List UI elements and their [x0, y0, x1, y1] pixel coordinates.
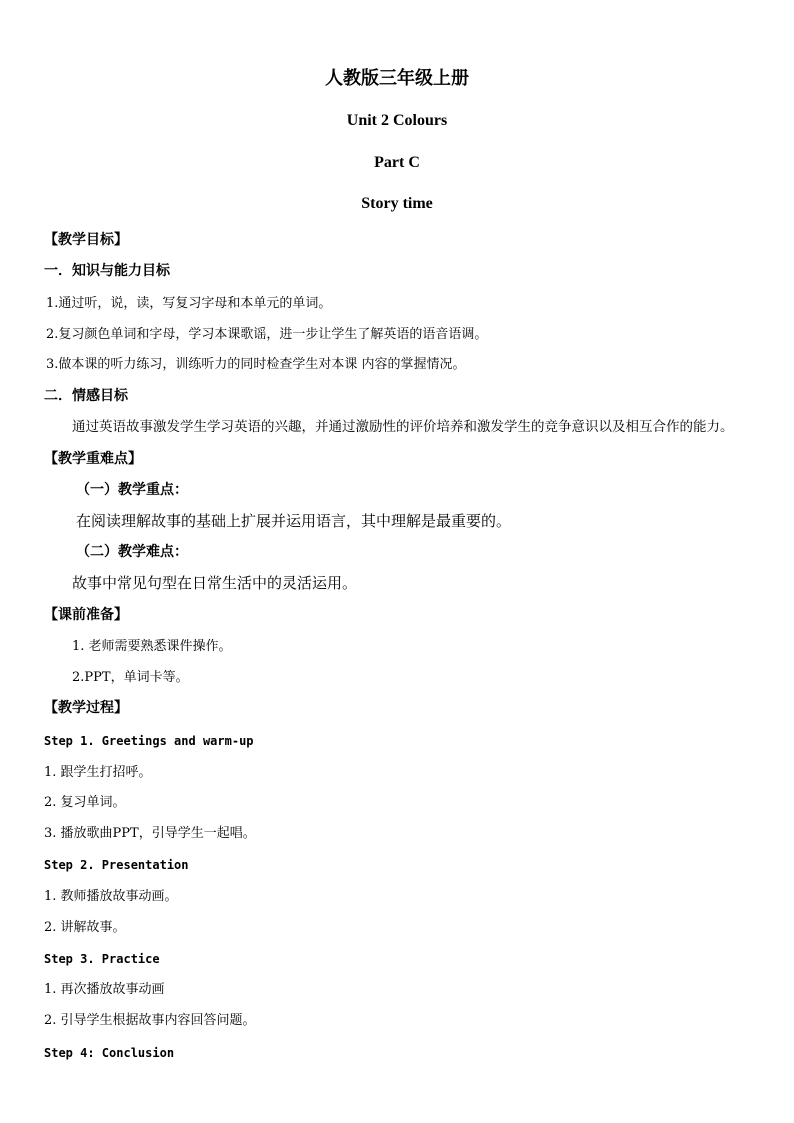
- focus-text: 在阅读理解故事的基础上扩展并运用语言，其中理解是最重要的。: [76, 512, 512, 530]
- step3-item-1: 1. 再次播放故事动画: [44, 982, 165, 997]
- step2-item-2: 2. 讲解故事。: [44, 920, 126, 935]
- preparation-heading: 【课前准备】: [44, 607, 128, 623]
- process-heading: 【教学过程】: [44, 700, 128, 716]
- knowledge-item-1: 1.通过听，说，读，写复习字母和本单元的单词。: [46, 296, 332, 311]
- preparation-item-1: 1. 老师需要熟悉课件操作。: [72, 639, 232, 654]
- preparation-item-2: 2.PPT，单词卡等。: [72, 670, 189, 685]
- step2-heading: Step 2. Presentation: [44, 858, 189, 872]
- step2-item-1: 1. 教师播放故事动画。: [44, 889, 178, 904]
- step1-item-3: 3. 播放歌曲PPT，引导学生一起唱。: [44, 826, 256, 841]
- emotion-text: 通过英语故事激发学生学习英语的兴趣，并通过激励性的评价培养和激发学生的竞争意识以及相互合作的能力。: [72, 419, 734, 435]
- objectives-heading: 【教学目标】: [44, 232, 128, 248]
- knowledge-item-3: 3.做本课的听力练习，训练听力的同时检查学生对本课 内容的掌握情况。: [46, 357, 466, 372]
- step4-heading: Step 4: Conclusion: [44, 1046, 175, 1060]
- step1-heading: Step 1. Greetings and warm-up: [44, 734, 254, 748]
- key-points-heading: 【教学重难点】: [44, 451, 142, 467]
- difficulty-text: 故事中常见句型在日常生活中的灵活运用。: [72, 574, 358, 592]
- step1-item-2: 2. 复习单词。: [44, 795, 126, 810]
- step3-item-2: 2. 引导学生根据故事内容回答问题。: [44, 1013, 256, 1028]
- emotion-heading: 二．情感目标: [44, 388, 128, 404]
- topic-title: Story time: [361, 195, 433, 212]
- focus-heading: （一）教学重点：: [76, 482, 188, 498]
- step3-heading: Step 3. Practice: [44, 952, 160, 966]
- unit-title: Unit 2 Colours: [346, 112, 448, 129]
- step1-item-1: 1. 跟学生打招呼。: [44, 765, 152, 780]
- part-title: Part C: [374, 154, 420, 171]
- knowledge-heading: 一．知识与能力目标: [44, 263, 170, 279]
- knowledge-item-2: 2.复习颜色单词和字母，学习本课歌谣，进一步让学生了解英语的语音语调。: [46, 327, 488, 342]
- difficulty-heading: （二）教学难点：: [76, 544, 188, 560]
- document-title: 人教版三年级上册: [325, 68, 469, 89]
